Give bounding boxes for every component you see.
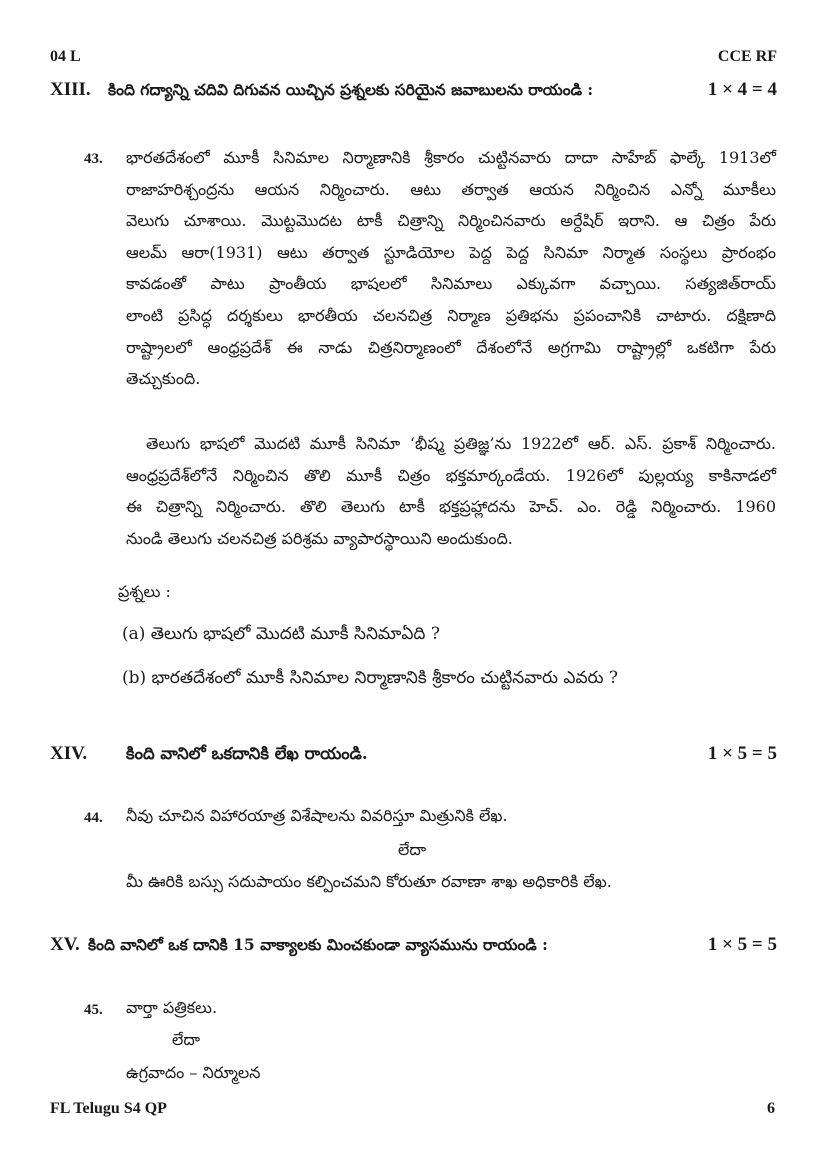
- question-44-or: లేదా: [398, 840, 426, 859]
- section-xiv-number: XIV.: [50, 743, 88, 764]
- section-xiv-instruction: కింది వానిలో ఒకదానికి లేఖ రాయండి.: [126, 744, 368, 763]
- passage-line: భారతదేశంలో మూకీ సినిమాల నిర్మాణానికి శ్రీకారం చుట్టినవారు దాదా సాహేబ్ ఫాల్కే 1913లో: [126, 148, 776, 167]
- question-44-option-2: మీ ఊరికి బస్సు సదుపాయం కల్పించమని కోరుతూ రవాణా శాఖ అధికారికి లేఖ.: [126, 872, 612, 891]
- section-xv-instruction: కింది వానిలో ఒక దానికి 15 వాక్యాలకు మించకుండా వ్యాసమును రాయండి :: [88, 935, 548, 954]
- paper-code: 04 L: [50, 48, 81, 65]
- passage-line: రాజాహరిశ్చంద్రను ఆయన నిర్మించారు. ఆటు తర్వాత ఆయన నిర్మించిన ఎన్నో మూకీలు: [126, 179, 776, 199]
- passage-line: ఆంధ్రప్రదేశ్‌లోనే నిర్మించిన తొలి మూకీ చిత్రం భక్తమార్కండేయ. 1926లో పుల్లయ్య కాకినాడలో: [126, 465, 776, 485]
- section-xv-number: XV.: [50, 934, 80, 955]
- section-xv-marks: 1 × 5 = 5: [707, 934, 777, 955]
- passage-line: లాంటి ప్రసిద్ధ దర్శకులు భారతీయ చలనచిత్ర నిర్మాణ ప్రతిభను ప్రపంచానికి చాటారు. దక్షిణాది: [126, 305, 776, 325]
- question-43-number: 43.: [84, 151, 103, 167]
- section-xiii-marks: 1 × 4 = 4: [707, 79, 777, 100]
- question-43-passage-para-2: [126, 428, 776, 554]
- passage-line: రాష్ట్రాలలో ఆంధ్రప్రదేశ్ ఈ నాడు చిత్రనిర్మాణంలో దేశంలోనే అగ్రగామి రాష్ట్రాల్లో ఒకటిగా పేరు: [126, 337, 776, 357]
- passage-line: ఆలమ్ ఆరా(1931) ఆటు తర్వాత స్టూడియోల పెద్ద పెద్ద సినిమా నిర్మాత సంస్థలు ప్రారంభం: [126, 242, 776, 262]
- passage-line: తెచ్చుకుంది.: [126, 369, 201, 389]
- question-45-option-2: ఉగ్రవాదం – నిర్మూలన: [126, 1063, 261, 1082]
- question-43b: (b) భారతదేశంలో మూకీ సినిమాల నిర్మాణానికి శ్రీకారం చుట్టినవారు ఎవరు ?: [122, 668, 619, 688]
- passage-line: తెలుగు భాషలో మొదటి మూకీ సినిమా ‘భీష్మ ప్రతిజ్ఞ’ను 1922లో ఆర్. ఎస్. ప్రకాశ్ నిర్మించారు.: [146, 434, 776, 453]
- passage-line: ఈ చిత్రాన్ని నిర్మించారు. తొలి తెలుగు టాకీ భక్తప్రహ్లాదను హెచ్. ఎం. రెడ్డి నిర్మించారు. 1960: [126, 497, 776, 517]
- page-number: 6: [767, 1100, 775, 1117]
- passage-line: నుండి తెలుగు చలనచిత్ర పరిశ్రమ వ్యాపారస్థాయిని అందుకుంది.: [126, 528, 513, 548]
- section-xiv-marks: 1 × 5 = 5: [707, 743, 777, 764]
- footer-paper-name: FL Telugu S4 QP: [50, 1100, 167, 1117]
- question-43-passage-para-1: [126, 142, 776, 395]
- question-45-number: 45.: [84, 1002, 103, 1018]
- question-44-number: 44.: [84, 810, 103, 826]
- passage-line: కావడంతో పాటు ప్రాంతీయ భాషలలో సినిమాలు ఎక్కువగా వచ్చాయి. సత్యజిత్‌రాయ్: [126, 274, 776, 294]
- section-xiii-number: XIII.: [50, 79, 91, 100]
- section-xiii-instruction: కింది గద్యాన్ని చదివి దిగువన యిచ్చిన ప్రశ్నలకు సరియైన జవాబులను రాయండి :: [108, 80, 594, 99]
- question-45-option-1: వార్తా పత్రికలు.: [126, 998, 218, 1017]
- passage-line: వెలుగు చూశాయి. మొట్టమొదట టాకీ చిత్రాన్ని నిర్మించినవారు అర్దేషిర్ ఇరాని. ఆ చిత్రం పేరు: [126, 211, 776, 231]
- questions-label: ప్రశ్నలు :: [118, 582, 171, 601]
- question-44-option-1: నీవు చూచిన విహారయాత్ర విశేషాలను వివరిస్తూ మిత్రునికి లేఖ.: [126, 806, 508, 825]
- question-43a: (a) తెలుగు భాషలో మొదటి మూకీ సినిమాఏది ?: [122, 624, 440, 644]
- question-45-or: లేదా: [172, 1030, 200, 1049]
- exam-code: CCE RF: [717, 48, 777, 65]
